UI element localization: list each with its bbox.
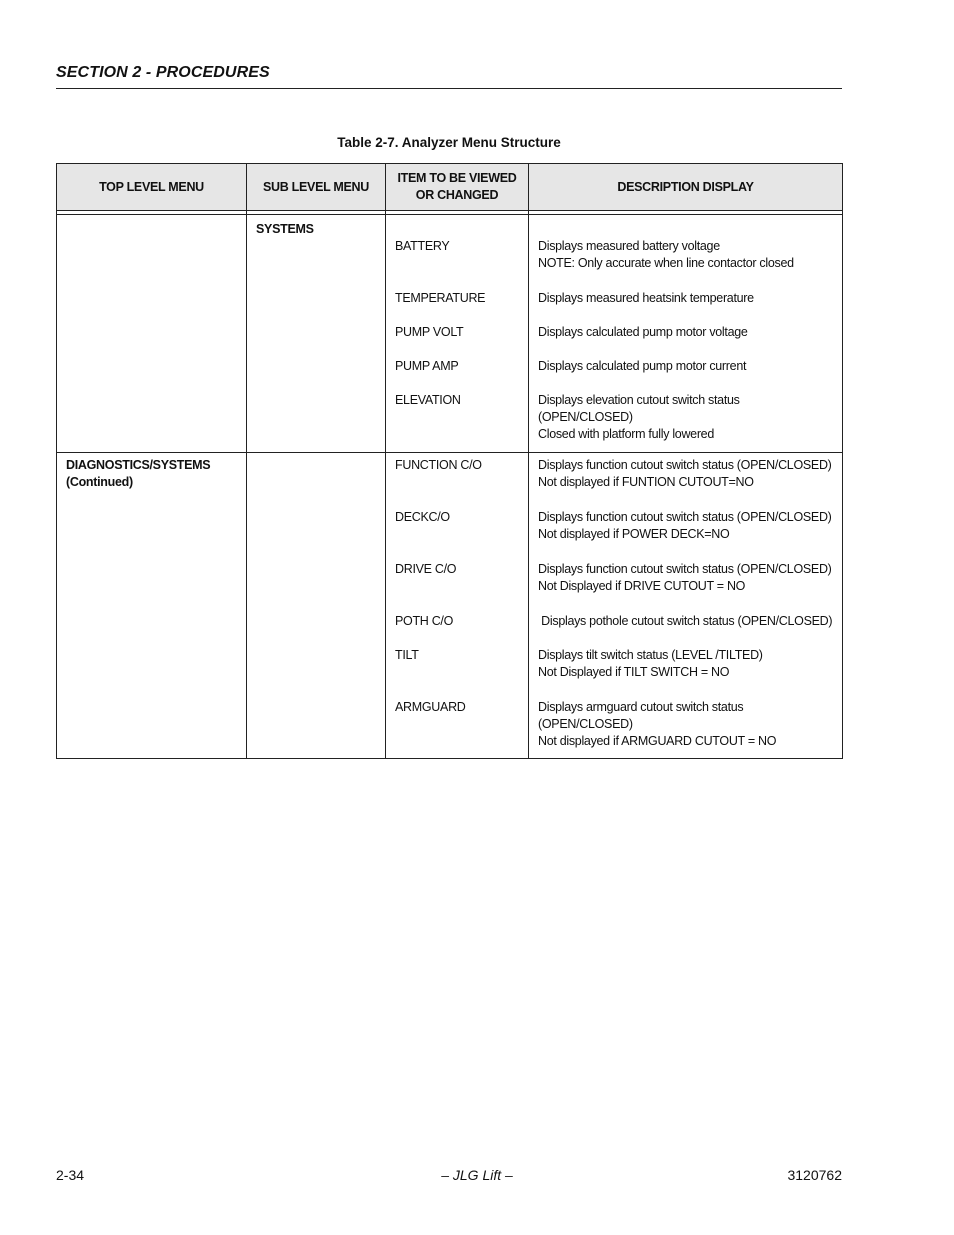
desc-function-co-line2: Not displayed if FUNTION CUTOUT=NO <box>538 475 754 489</box>
table-row <box>57 453 843 759</box>
column-header-item-line2: OR CHANGED <box>415 188 499 202</box>
item-function-co: FUNCTION C/O <box>395 458 482 472</box>
table-header-row <box>57 164 843 211</box>
desc-pump-volt: Displays calculated pump motor voltage <box>538 325 748 339</box>
column-header-top-level: TOP LEVEL MENU <box>57 164 247 211</box>
description-cell <box>529 453 843 759</box>
analyzer-menu-table <box>56 163 843 759</box>
desc-armguard-line2: Not displayed if ARMGUARD CUTOUT = NO <box>538 734 777 748</box>
item-tilt: TILT <box>395 648 419 662</box>
desc-elevation-line2: Closed with platform fully lowered <box>538 427 714 441</box>
desc-temperature: Displays measured heatsink temperature <box>538 291 754 305</box>
item-battery: BATTERY <box>395 239 450 253</box>
desc-pump-amp: Displays calculated pump motor current <box>538 359 747 373</box>
item-armguard: ARMGUARD <box>395 700 466 714</box>
table-row <box>57 215 843 453</box>
item-pump-amp: PUMP AMP <box>395 359 459 373</box>
page-number: 2-34 <box>56 1167 85 1183</box>
item-cell <box>386 215 529 453</box>
column-header-description: DESCRIPTION DISPLAY <box>529 164 843 211</box>
item-drive-co: DRIVE C/O <box>395 562 457 576</box>
top-level-cell <box>57 453 247 759</box>
sub-level-cell <box>247 215 386 453</box>
sub-level-label <box>247 453 385 465</box>
desc-function-co-line1: Displays function cutout switch status (OPEN/CLOSED) <box>538 458 832 472</box>
top-level-label <box>57 215 246 227</box>
section-header <box>56 64 842 89</box>
top-level-label-line2: (Continued) <box>66 475 133 489</box>
column-header-item-line1: ITEM TO BE VIEWED <box>397 171 517 185</box>
item-poth-co: POTH C/O <box>395 614 454 628</box>
desc-armguard-line1: Displays armguard cutout switch status (OPEN/CLOSED) <box>538 700 744 731</box>
column-header-item <box>386 164 529 211</box>
desc-tilt-line2: Not Displayed if TILT SWITCH = NO <box>538 665 730 679</box>
sub-level-cell <box>247 453 386 759</box>
desc-elevation-line1: Displays elevation cutout switch status (OPEN/CLOSED) <box>538 393 740 424</box>
desc-battery-line1: Displays measured battery voltage <box>538 239 720 253</box>
item-temperature: TEMPERATURE <box>395 291 486 305</box>
table-caption: Table 2-7. Analyzer Menu Structure <box>337 135 561 150</box>
desc-deck-co-line2: Not displayed if POWER DECK=NO <box>538 527 730 541</box>
description-cell <box>529 215 843 453</box>
item-pump-volt: PUMP VOLT <box>395 325 464 339</box>
desc-deck-co-line1: Displays function cutout switch status (OPEN/CLOSED) <box>538 510 832 524</box>
top-level-cell <box>57 215 247 453</box>
top-level-label-line1: DIAGNOSTICS/SYSTEMS <box>66 458 211 472</box>
item-elevation: ELEVATION <box>395 393 461 407</box>
desc-drive-co-line1: Displays function cutout switch status (OPEN/CLOSED) <box>538 562 832 576</box>
desc-drive-co-line2: Not Displayed if DRIVE CUTOUT = NO <box>538 579 746 593</box>
footer-brand: – JLG Lift – <box>441 1167 513 1183</box>
sub-level-label: SYSTEMS <box>256 222 314 236</box>
column-header-sub-level: SUB LEVEL MENU <box>247 164 386 211</box>
desc-poth-co: Displays pothole cutout switch status (OPEN/CLOSED) <box>538 614 833 628</box>
item-deck-co: DECKC/O <box>395 510 450 524</box>
document-number: 3120762 <box>787 1167 842 1183</box>
desc-battery-line2: NOTE: Only accurate when line contactor closed <box>538 256 794 270</box>
section-title: SECTION 2 - PROCEDURES <box>56 64 270 81</box>
item-cell <box>386 453 529 759</box>
desc-tilt-line1: Displays tilt switch status (LEVEL /TILTED) <box>538 648 763 662</box>
